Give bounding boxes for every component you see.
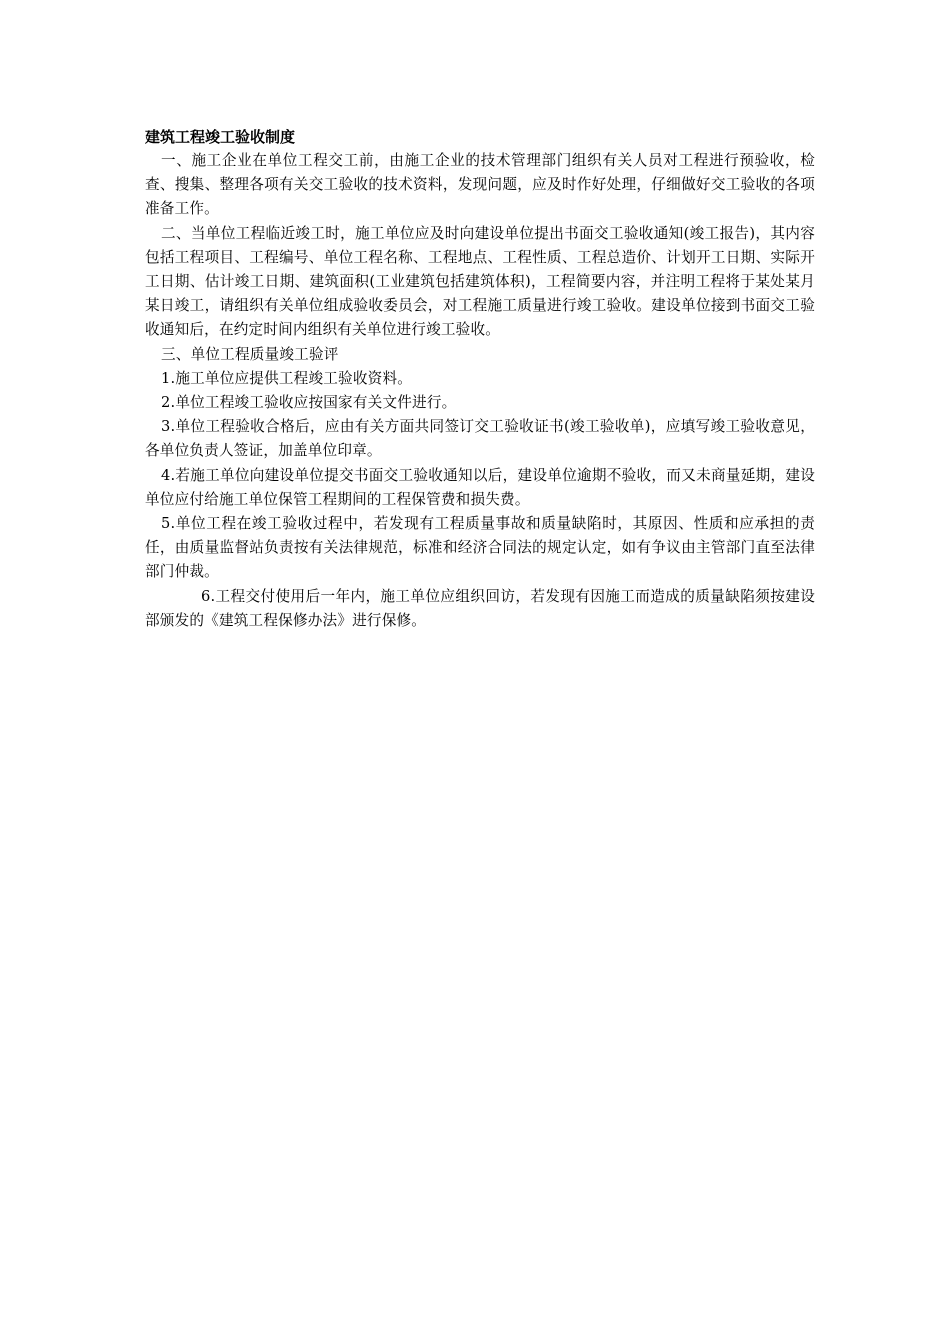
document-page <box>145 126 815 633</box>
paragraph-4: 1.施工单位应提供工程竣工验收资料。 <box>161 369 413 387</box>
paragraph-8: 5.单位工程在竣工验收过程中，若发现有工程质量事故和质量缺陷时，其原因、性质和应承担的责任，由质量监督站负责按有关法律规范，标准和经济合同法的规定认定，如有争议由主管部门直至法律部门仲裁。 <box>145 515 815 581</box>
paragraph-2: 二、当单位工程临近竣工时，施工单位应及时向建设单位提出书面交工验收通知(竣工报告)，其内容包括工程项目、工程编号、单位工程名称、工程地点、工程性质、工程总造价、计划开工日期、实际开工日期、估计竣工日期、建筑面积(工业建筑包括建筑体积)，工程简要内容，并注明工程将于某处某月某日竣工，请组织有关单位组成验收委员会，对工程施工质量进行竣工验收。建设单位接到书面交工验收通知后，在约定时间内组织有关单位进行竣工验收。 <box>145 224 815 339</box>
paragraph-1: 一、施工企业在单位工程交工前，由施工企业的技术管理部门组织有关人员对工程进行预验收，检查、搜集、整理各项有关交工验收的技术资料，发现问题，应及时作好处理，仔细做好交工验收的各项准备工作。 <box>145 152 815 218</box>
paragraph-7: 4.若施工单位向建设单位提交书面交工验收通知以后，建设单位逾期不验收，而又未商量延期，建设单位应付给施工单位保管工程期间的工程保管费和损失费。 <box>145 466 815 508</box>
paragraph-6: 3.单位工程验收合格后，应由有关方面共同签订交工验收证书(竣工验收单)，应填写竣工验收意见，各单位负责人签证，加盖单位印章。 <box>145 418 815 460</box>
paragraph-3: 三、单位工程质量竣工验评 <box>161 345 339 363</box>
paragraph-5: 2.单位工程竣工验收应按国家有关文件进行。 <box>161 394 457 412</box>
paragraph-9: 6.工程交付使用后一年内，施工单位应组织回访，若发现有因施工而造成的质量缺陷须按建设部颁发的《建筑工程保修办法》进行保修。 <box>145 587 815 629</box>
document-title: 建筑工程竣工验收制度 <box>145 128 296 146</box>
